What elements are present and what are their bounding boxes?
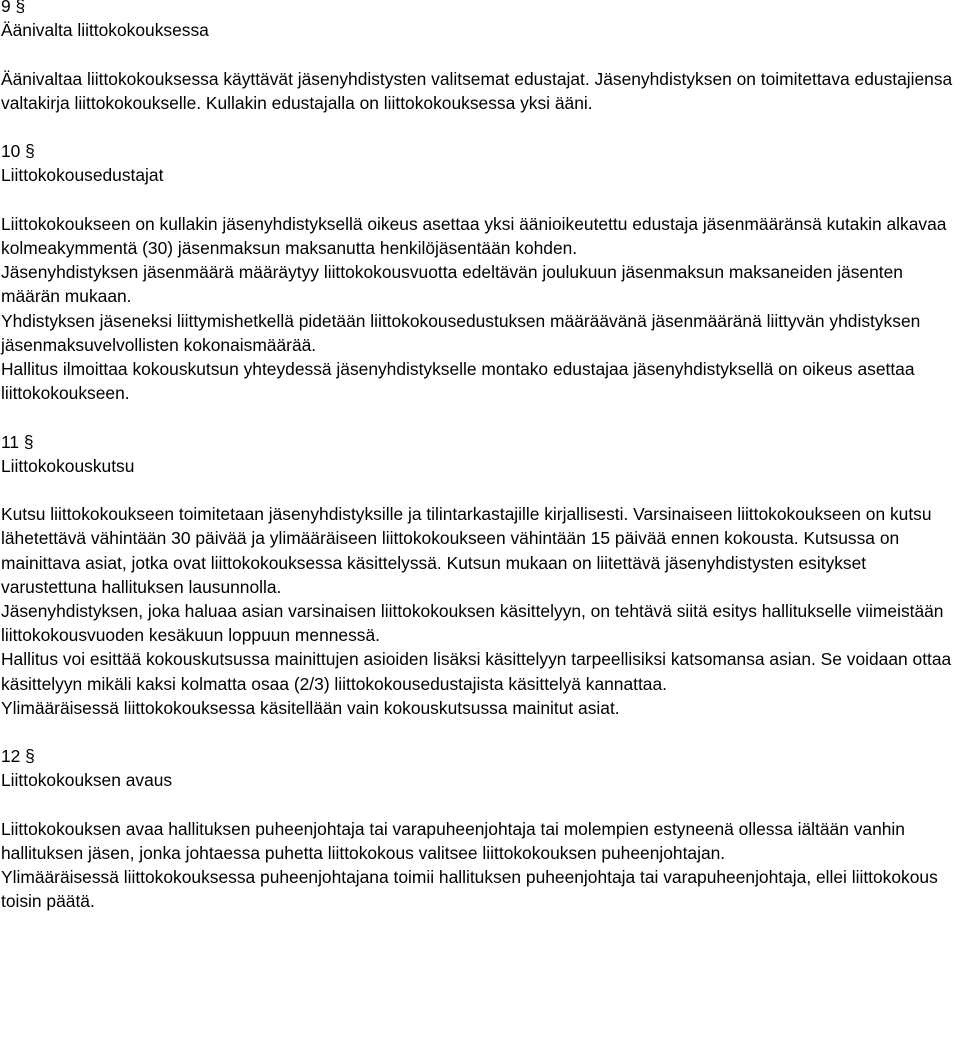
- spacer: [1, 405, 959, 429]
- section-number: 11 §: [1, 431, 34, 452]
- paragraph: Jäsenyhdistyksen, joka haluaa asian varsinaisen liittokokouksen käsittelyyn, on tehtävä siitä esitys hallitukselle viimeistään liittokokousvuoden kesäkuun loppuun mennessä.: [1, 600, 944, 646]
- section-title: Liittokokousedustajat: [1, 165, 164, 186]
- paragraph: Yhdistyksen jäseneksi liittymishetkellä pidetään liittokokousedustuksen määräävänä jäsenmääränä liittyvän yhdistyksen jäsenmaksuvelvollisten kokonaismäärää.: [1, 310, 921, 355]
- section-10: [1, 139, 959, 429]
- paragraph: Liittokokoukseen on kullakin jäsenyhdistyksellä oikeus asettaa yksi äänioikeutettu edustaja jäsenmääränsä kutakin alkavaa kolmeakymmentä (30) jäsenmaksun maksanutta henkilöjäsentään kohden.: [1, 213, 947, 258]
- paragraph: Kutsu liittokokoukseen toimitetaan jäsenyhdistyksille ja tilintarkastajille kirjallisesti. Varsinaiseen liittokokoukseen on kutsu lähetettävä vähintään 30 päivää ja ylimääräiseen liittokokoukseen vähintään 15 päivää ennen kokousta. Kutsussa on mainittava asiat, jotka ovat liittokokouksessa käsittelyssä. Kutsun mukaan on liitettävä jäsenyhdistysten esitykset varustettuna hallituksen lausunnolla.: [1, 504, 932, 597]
- spacer: [1, 720, 959, 744]
- section-9: [1, 0, 959, 139]
- paragraph: Liittokokouksen avaa hallituksen puheenjohtaja tai varapuheenjohtaja tai molempien estyneenä ollessa iältään vanhin hallituksen jäsen, jonka johtaessa puhetta liittokokous valitsee liittokokouksen puheenjohtajan.: [1, 818, 905, 863]
- section-12: [1, 744, 959, 913]
- paragraph: Hallitus ilmoittaa kokouskutsun yhteydessä jäsenyhdistykselle montako edustajaa jäsenyhdistyksellä on oikeus asettaa liittokokoukseen.: [1, 358, 915, 404]
- spacer: [1, 478, 959, 502]
- section-11: [1, 430, 959, 745]
- spacer: [1, 792, 959, 816]
- paragraph: Jäsenyhdistyksen jäsenmäärä määräytyy liittokokousvuotta edeltävän joulukuun jäsenmaksun maksaneiden jäsenten määrän mukaan.: [1, 262, 903, 307]
- paragraph: Hallitus voi esittää kokouskutsussa mainittujen asioiden lisäksi käsittelyyn tarpeellisiksi katsomansa asian. Se voidaan ottaa käsittelyyn mikäli kaksi kolmatta osaa (2/3) liittokokousedustajista käsittelyä kannattaa.: [1, 649, 952, 694]
- section-number: 12 §: [1, 746, 35, 767]
- section-number: 9 §: [1, 0, 26, 16]
- spacer: [1, 188, 959, 212]
- spacer: [1, 115, 959, 139]
- section-title: Liittokokouskutsu: [1, 455, 135, 476]
- spacer: [1, 42, 959, 66]
- section-title: Äänivalta liittokokouksessa: [1, 20, 209, 41]
- paragraph: Äänivaltaa liittokokouksessa käyttävät jäsenyhdistysten valitsemat edustajat. Jäsenyhdistyksen on toimitettava edustajiensa valtakirja liittokokoukselle. Kullakin edustajalla on liittokokouksessa yksi ääni.: [1, 68, 953, 113]
- paragraph: Ylimääräisessä liittokokouksessa käsitellään vain kokouskutsussa mainitut asiat.: [1, 697, 620, 718]
- document-body: [1, 0, 959, 913]
- section-title: Liittokokouksen avaus: [1, 770, 173, 791]
- paragraph: Ylimääräisessä liittokokouksessa puheenjohtajana toimii hallituksen puheenjohtaja tai varapuheenjohtaja, ellei liittokokous toisin päätä.: [1, 867, 938, 912]
- section-number: 10 §: [1, 141, 35, 162]
